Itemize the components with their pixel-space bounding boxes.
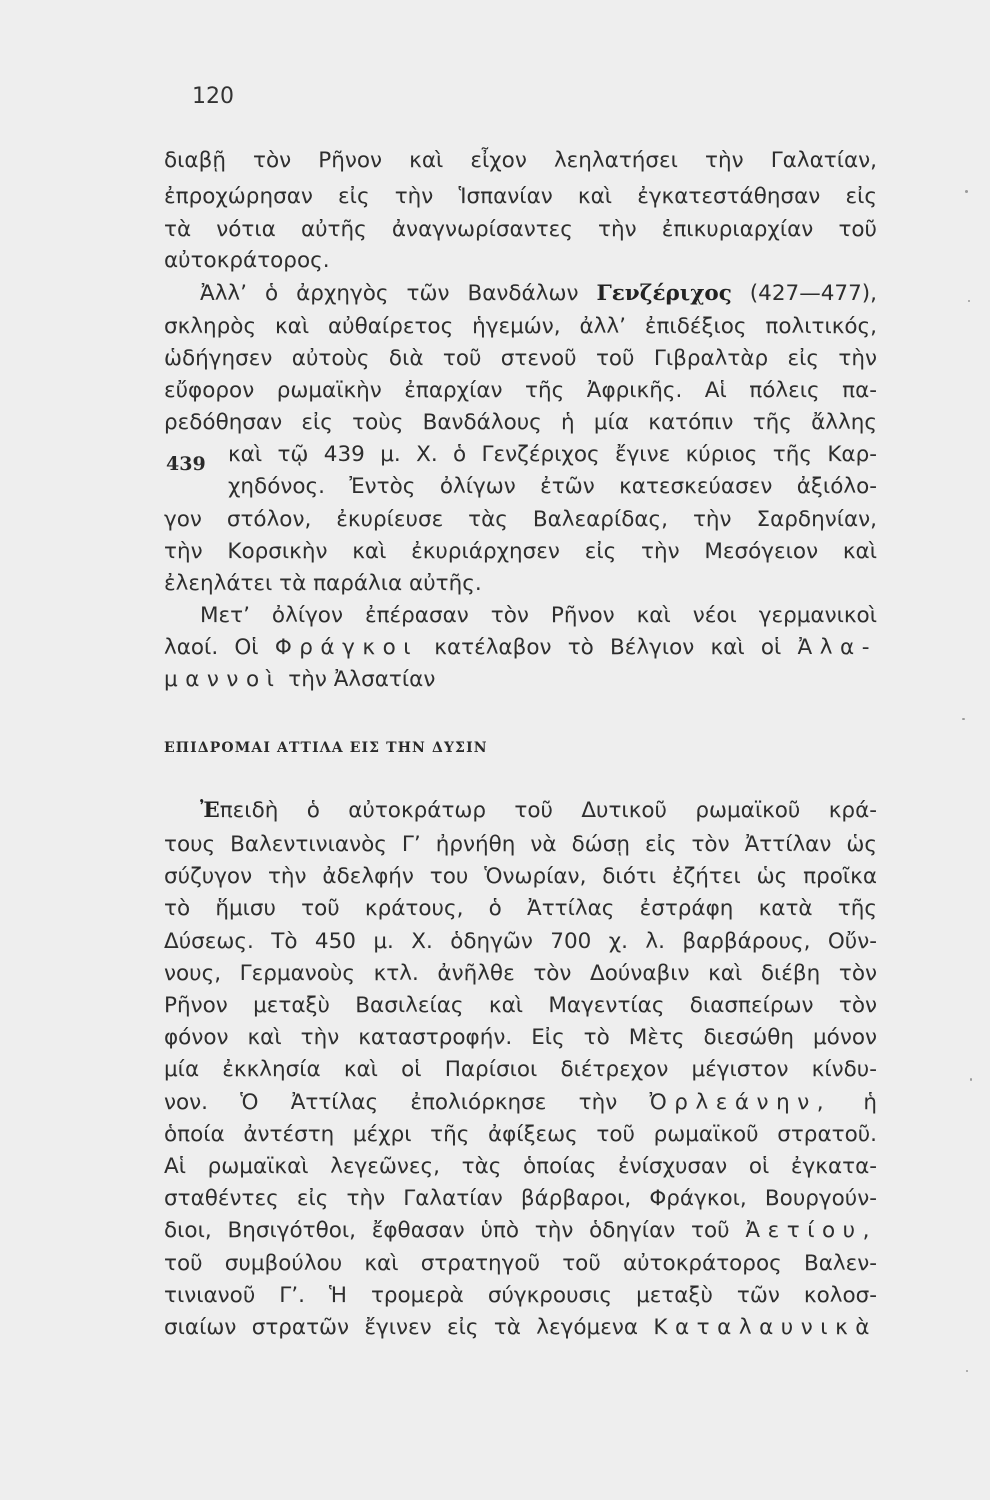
spaced-name: Ἀετίου,: [745, 1218, 877, 1243]
text-fragment: (427—477),: [731, 281, 877, 306]
text-line: χηδόνος. Ἐντὸς ὀλίγων ἐτῶν κατεσκεύασεν ἀξιόλο-: [228, 474, 877, 499]
text-line: γον στόλον, ἐκυρίευσε τὰς Βαλεαρίδας, τὴν Σαρδηνίαν,: [164, 507, 877, 532]
text-line: τους Βαλεντινιανὸς Γ’ ἠρνήθη νὰ δώσῃ εἰς τὸν Ἀττίλαν ὡς: [164, 832, 877, 857]
text-line: φόνον καὶ τὴν καταστροφήν. Εἰς τὸ Μὲτς διεσώθη μόνον: [164, 1025, 877, 1050]
text-line: [164, 1312, 877, 1344]
page-speck: [966, 1370, 968, 1372]
page-speck: [970, 1078, 972, 1081]
page-number: 120: [192, 84, 234, 109]
spaced-name: Ἀλα-: [797, 635, 877, 660]
text-fragment: ἡ: [831, 1090, 877, 1115]
text-line: τοῦ συμβούλου καὶ στρατηγοῦ τοῦ αὐτοκράτορος Βαλεν-: [164, 1251, 877, 1276]
text-line: νους, Γερμανοὺς κτλ. ἀνῆλθε τὸν Δούναβιν καὶ διέβη τὸν: [164, 961, 877, 986]
text-line: σκληρὸς καὶ αὐθαίρετος ἡγεμών, ἀλλ’ ἐπιδέξιος πολιτικός,: [164, 314, 877, 339]
spaced-name: Καταλαυνικὰ: [653, 1315, 877, 1340]
text-line: [164, 1215, 877, 1247]
text-fragment: Ἀλλ’ ὁ ἀρχηγὸς τῶν Βανδάλων: [200, 281, 597, 306]
text-line: [164, 1087, 877, 1119]
text-line: σύζυγον τὴν ἀδελφήν του Ὁνωρίαν, διότι ἐζήτει ὡς προῖκα: [164, 864, 877, 889]
text-line: καὶ τῷ 439 μ. Χ. ὁ Γενζέριχος ἔγινε κύριος τῆς Καρ-: [228, 442, 877, 467]
text-line: Μετ’ ὀλίγον ἐπέρασαν τὸν Ρῆνον καὶ νέοι γερμανικοὶ: [200, 603, 877, 628]
text-line: εὔφορον ρωμαϊκὴν ἐπαρχίαν τῆς Ἀφρικῆς. Αἱ πόλεις πα-: [164, 378, 877, 403]
text-line: ὡδήγησεν αὐτοὺς διὰ τοῦ στενοῦ τοῦ Γιβραλτὰρ εἰς τὴν: [164, 346, 877, 371]
drop-initial: Ἐ: [200, 798, 220, 823]
text-line: τὸ ἥμισυ τοῦ κράτους, ὁ Ἀττίλας ἐστράφη κατὰ τῆς: [164, 896, 877, 921]
text-line: [164, 664, 877, 696]
text-line: Αἱ ρωμαϊκαὶ λεγεῶνες, τὰς ὁποίας ἐνίσχυσαν οἱ ἐγκατα-: [164, 1154, 877, 1179]
text-line: ρεδόθησαν εἰς τοὺς Βανδάλους ἡ μία κατόπιν τῆς ἄλλης: [164, 410, 877, 435]
bold-name: Γενζέριχος: [596, 281, 732, 306]
text-line: μία ἐκκλησία καὶ οἱ Παρίσιοι διέτρεχον μέγιστον κίνδυ-: [164, 1057, 877, 1082]
text-line: ἐλεηλάτει τὰ παράλια αὐτῆς.: [164, 571, 482, 596]
page-speck: [962, 718, 965, 720]
section-heading: ΕΠΙΔΡΟΜΑΙ ΑΤΤΙΛΑ ΕΙΣ ΤΗΝ ΔΥΣΙΝ: [164, 740, 488, 756]
text-fragment: κατέλαβον τὸ Βέλγιον καὶ οἱ: [418, 635, 798, 660]
text-line: τινιανοῦ Γ’. Ἡ τρομερὰ σύγκρουσις μεταξὺ τῶν κολοσ-: [164, 1283, 877, 1308]
text-fragment: σιαίων στρατῶν ἔγινεν εἰς τὰ λεγόμενα: [164, 1315, 654, 1340]
spaced-name: Ὀρλεάνην,: [649, 1090, 832, 1115]
text-line: ὁποία ἀντέστη μέχρι τῆς ἀφίξεως τοῦ ρωμαϊκοῦ στρατοῦ.: [164, 1122, 877, 1147]
margin-year: 439: [166, 453, 206, 475]
text-line: Δύσεως. Τὸ 450 μ. Χ. ὁδηγῶν 700 χ. λ. βαρβάρους, Οὔν-: [164, 929, 877, 954]
text-line: τὴν Κορσικὴν καὶ ἐκυριάρχησεν εἰς τὴν Μεσόγειον καὶ: [164, 539, 877, 564]
text-line: σταθέντες εἰς τὴν Γαλατίαν βάρβαροι, Φράγκοι, Βουργούν-: [164, 1186, 877, 1211]
text-line: αὐτοκράτορος.: [164, 248, 330, 273]
text-fragment: λαοί. Οἱ: [164, 635, 275, 660]
text-fragment: πειδὴ ὁ αὐτοκράτωρ τοῦ Δυτικοῦ ρωμαϊκοῦ κρά-: [219, 798, 877, 823]
page-speck: [968, 300, 970, 302]
text-line: [200, 795, 877, 827]
text-line: Ρῆνον μεταξὺ Βασιλείας καὶ Μαγεντίας διασπείρων τὸν: [164, 993, 877, 1018]
text-fragment: τὴν Ἀλσατίαν: [281, 667, 436, 692]
text-line: [164, 632, 877, 664]
page-speck: [965, 190, 968, 193]
text-line: τὰ νότια αὐτῆς ἀναγνωρίσαντες τὴν ἐπικυριαρχίαν τοῦ: [164, 217, 877, 242]
text-line: [200, 278, 877, 310]
spaced-name: μαννοὶ: [164, 667, 282, 692]
text-fragment: νον. Ὁ Ἀττίλας ἐπολιόρκησε τὴν: [164, 1090, 650, 1115]
text-line: διαβῇ τὸν Ρῆνον καὶ εἶχον λεηλατήσει τὴν Γαλατίαν,: [164, 148, 877, 173]
text-fragment: διοι, Βησιγότθοι, ἔφθασαν ὑπὸ τὴν ὁδηγίαν τοῦ: [164, 1218, 746, 1243]
text-line: ἐπροχώρησαν εἰς τὴν Ἱσπανίαν καὶ ἐγκατεστάθησαν εἰς: [164, 184, 877, 209]
spaced-name: Φράγκοι: [274, 635, 419, 660]
